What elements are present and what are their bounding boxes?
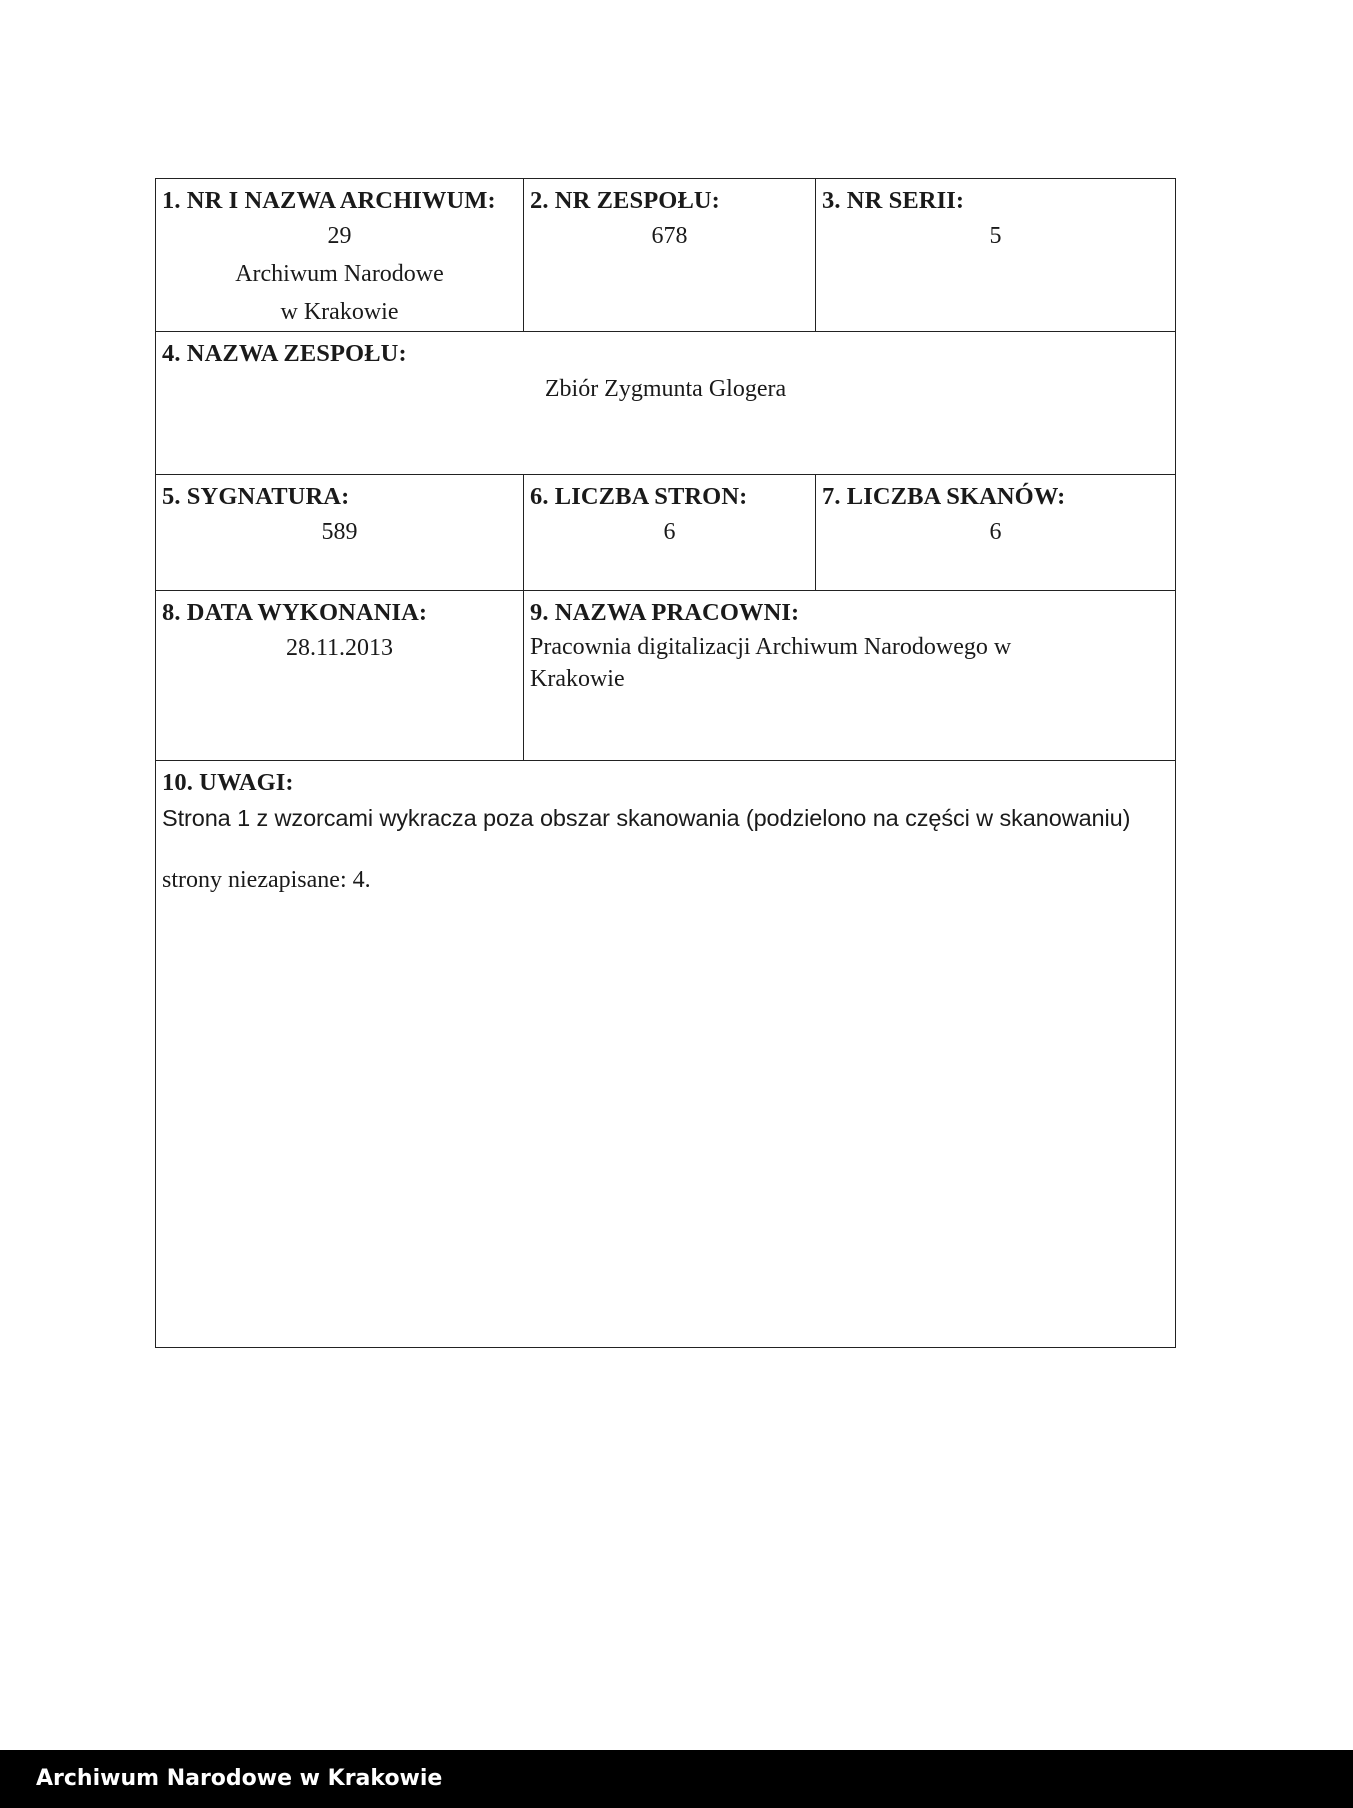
cell-fonds-name bbox=[156, 332, 1175, 474]
cell-archive bbox=[156, 179, 524, 331]
scan-count-label: 7. LICZBA SKANÓW: bbox=[822, 483, 1066, 510]
footer-bar bbox=[0, 1750, 1353, 1808]
fonds-name-value: Zbiór Zygmunta Glogera bbox=[544, 376, 787, 402]
archive-label: 1. NR I NAZWA ARCHIWUM: bbox=[162, 187, 496, 214]
notes-label: 10. UWAGI: bbox=[162, 769, 294, 796]
date-label: 8. DATA WYKONANIA: bbox=[162, 599, 428, 626]
cell-series-number bbox=[816, 179, 1175, 331]
cell-fonds-number bbox=[524, 179, 816, 331]
fonds-number-label: 2. NR ZESPOŁU: bbox=[530, 187, 720, 214]
fonds-number-value: 678 bbox=[651, 223, 688, 249]
signature-label: 5. SYGNATURA: bbox=[162, 483, 350, 510]
workshop-label: 9. NAZWA PRACOWNI: bbox=[530, 599, 800, 626]
row-fonds-name bbox=[156, 332, 1175, 475]
notes-line2: strony niezapisane: 4. bbox=[162, 867, 371, 893]
cell-page-count bbox=[524, 475, 816, 590]
archive-name-line2: w Krakowie bbox=[280, 299, 399, 325]
footer-text: Archiwum Narodowe w Krakowie bbox=[36, 1766, 443, 1791]
series-number-value: 5 bbox=[989, 223, 1002, 249]
signature-value: 589 bbox=[321, 519, 358, 545]
series-number-label: 3. NR SERII: bbox=[822, 187, 965, 214]
row-counts bbox=[156, 475, 1175, 591]
date-value: 28.11.2013 bbox=[285, 635, 394, 661]
cell-signature bbox=[156, 475, 524, 590]
page-count-label: 6. LICZBA STRON: bbox=[530, 483, 748, 510]
cell-scan-count bbox=[816, 475, 1175, 590]
workshop-value: Pracownia digitalizacji Archiwum Narodowego w Krakowie bbox=[530, 634, 1012, 692]
page-count-value: 6 bbox=[663, 519, 676, 545]
scan-count-value: 6 bbox=[989, 519, 1002, 545]
metadata-form bbox=[155, 178, 1176, 1348]
fonds-name-label: 4. NAZWA ZESPOŁU: bbox=[162, 340, 407, 367]
row-date-workshop bbox=[156, 591, 1175, 761]
cell-workshop bbox=[524, 591, 1175, 760]
row-notes bbox=[156, 761, 1175, 1347]
cell-date bbox=[156, 591, 524, 760]
cell-notes bbox=[156, 761, 1175, 1347]
notes-line1: Strona 1 z wzorcami wykracza poza obszar skanowania (podzielono na części w skanowaniu) bbox=[162, 805, 1131, 831]
archive-name-line1: Archiwum Narodowe bbox=[235, 261, 444, 287]
row-archive bbox=[156, 179, 1175, 332]
archive-number: 29 bbox=[327, 223, 352, 249]
